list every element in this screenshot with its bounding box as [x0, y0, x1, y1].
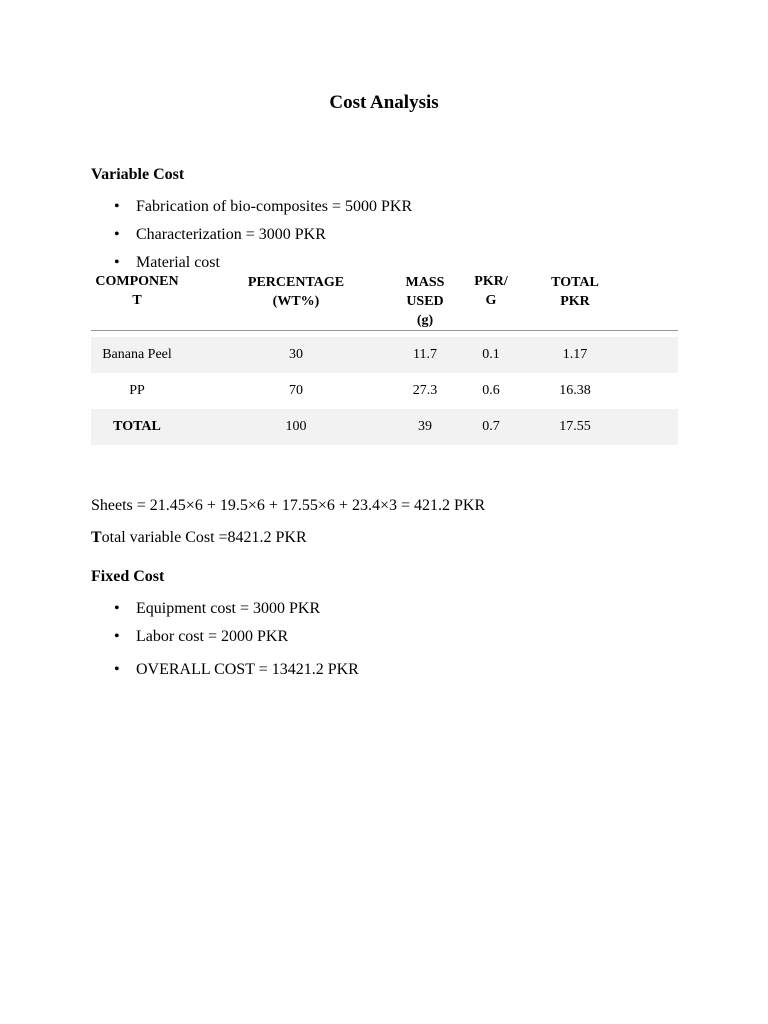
total-variable-cost-initial: T — [91, 529, 102, 546]
cell-percentage: 30 — [289, 347, 303, 362]
header-text: COMPONEN T — [95, 274, 179, 308]
total-variable-cost — [91, 529, 307, 547]
column-header-mass-used — [396, 273, 454, 330]
list-item — [91, 656, 359, 684]
header-text: TOTAL PKR — [551, 275, 599, 309]
column-header-total-pkr — [538, 273, 612, 311]
table-header-row — [91, 272, 678, 331]
table-row — [91, 409, 678, 445]
variable-cost-list — [91, 193, 412, 277]
list-item-text: Labor cost = 2000 PKR — [136, 628, 289, 645]
table-row — [91, 337, 678, 373]
sheets-calculation: Sheets = 21.45×6 + 19.5×6 + 17.55×6 + 23.4×3 = 421.2 PKR — [91, 497, 486, 514]
material-cost-table — [91, 272, 678, 445]
cell-total-pkr: 1.17 — [562, 347, 588, 362]
list-item — [91, 193, 412, 221]
cell-component: PP — [129, 383, 145, 398]
fixed-cost-heading: Fixed Cost — [91, 568, 165, 585]
fixed-cost-list — [91, 595, 359, 684]
cell-mass-used: 11.7 — [413, 347, 437, 362]
cell-total-pkr: 17.55 — [559, 419, 591, 434]
header-text: PKR/ G — [474, 274, 508, 308]
cell-percentage: 100 — [285, 419, 307, 434]
cell-component: TOTAL — [113, 419, 161, 434]
list-item-text: Characterization = 3000 PKR — [136, 226, 326, 243]
list-item — [91, 595, 359, 623]
cell-pkr-per-g: 0.6 — [482, 383, 500, 398]
table-row — [91, 373, 678, 409]
page-title: Cost Analysis — [329, 92, 439, 113]
cell-component: Banana Peel — [102, 347, 172, 362]
header-text: PERCENTAGE (WT%) — [247, 275, 345, 309]
list-item — [91, 623, 359, 651]
list-item — [91, 221, 412, 249]
header-text: MASS USED (g) — [405, 275, 445, 328]
total-variable-cost-text: otal variable Cost =8421.2 PKR — [101, 529, 307, 546]
list-item-text: Fabrication of bio-composites = 5000 PKR — [136, 198, 413, 215]
cell-total-pkr: 16.38 — [559, 383, 591, 398]
list-item-text: OVERALL COST = 13421.2 PKR — [136, 661, 359, 678]
cell-pkr-per-g: 0.7 — [482, 419, 500, 434]
column-header-percentage — [236, 273, 356, 311]
cell-mass-used: 39 — [418, 419, 432, 434]
cell-percentage: 70 — [289, 383, 303, 398]
column-header-pkr-per-g — [469, 272, 513, 310]
variable-cost-heading: Variable Cost — [91, 166, 185, 183]
cell-mass-used: 27.3 — [412, 383, 438, 398]
list-item-text: Equipment cost = 3000 PKR — [136, 600, 321, 617]
cell-pkr-per-g: 0.1 — [482, 347, 500, 362]
list-item-text: Material cost — [136, 254, 220, 271]
column-header-component — [91, 272, 183, 310]
